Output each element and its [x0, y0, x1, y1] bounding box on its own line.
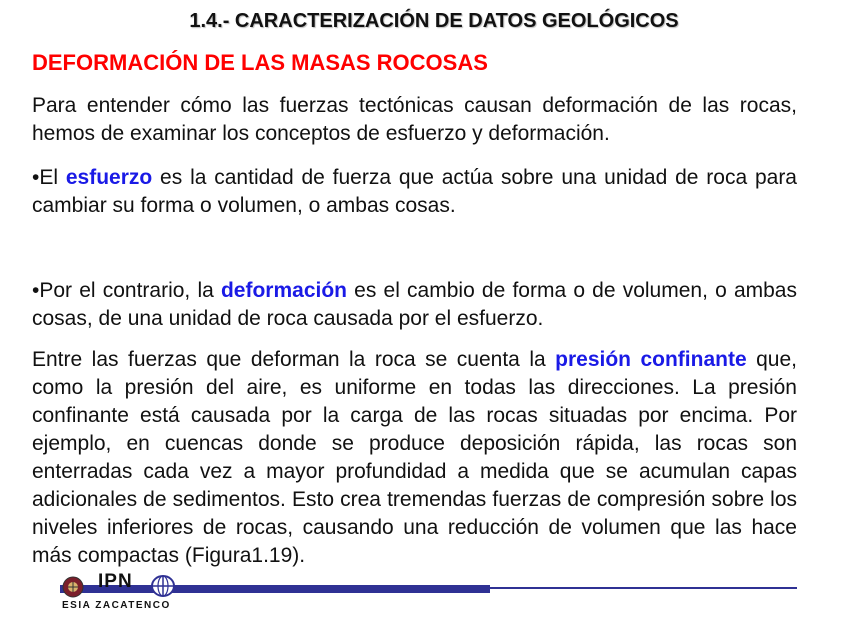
intro-paragraph: Para entender cómo las fuerzas tectónicas causan deformación de las rocas, hemos de examinar los conceptos de esfuerzo y deformación. [32, 94, 797, 145]
footer-line [490, 587, 797, 589]
slide-title: 1.4.- CARACTERIZACIÓN DE DATOS GEOLÓGICOS [189, 10, 679, 32]
deformacion-paragraph-post: es el cambio de forma o de volumen, o ambas cosas, de una unidad de roca causada por el esfuerzo. [32, 279, 797, 330]
presion-paragraph [32, 346, 797, 570]
deformacion-term: deformación [220, 279, 347, 302]
esfuerzo-paragraph-post: es la cantidad de fuerza que actúa sobre una unidad de roca para cambiar su forma o volumen, o ambas cosas. [32, 166, 797, 217]
esia-globe-icon [150, 574, 176, 598]
esfuerzo-paragraph-pre: •El [32, 166, 66, 189]
ipn-emblem-icon [62, 576, 84, 598]
deformacion-paragraph [32, 277, 797, 333]
esia-zacatenco-label: ESIA ZACATENCO [62, 600, 171, 611]
esfuerzo-term: esfuerzo [65, 166, 153, 189]
presion-paragraph-pre: Entre las fuerzas que deforman la roca se cuenta la [32, 348, 556, 371]
section-heading: DEFORMACIÓN DE LAS MASAS ROCOSAS [32, 50, 488, 75]
ipn-logo-text: IPN [98, 571, 133, 592]
deformacion-paragraph-pre: •Por el contrario, la [32, 279, 221, 302]
presion-confinante-term: presión confinante [555, 348, 747, 371]
presion-paragraph-post: que, como la presión del aire, es uniforme en todas las direcciones. La presión confinante está causada por la carga de las rocas situadas por encima. Por ejemplo, en cuencas donde se produce deposición rápida, las rocas son enterradas cada vez a mayor profundidad a medida que se acumulan capas adicionales de sedimentos. Esto crea tremendas fuerzas de compresión sobre los niveles inferiores de rocas, causando una reducción de volumen que las hace más compactas (Figura1.19). [32, 348, 797, 567]
esfuerzo-paragraph [32, 164, 797, 220]
